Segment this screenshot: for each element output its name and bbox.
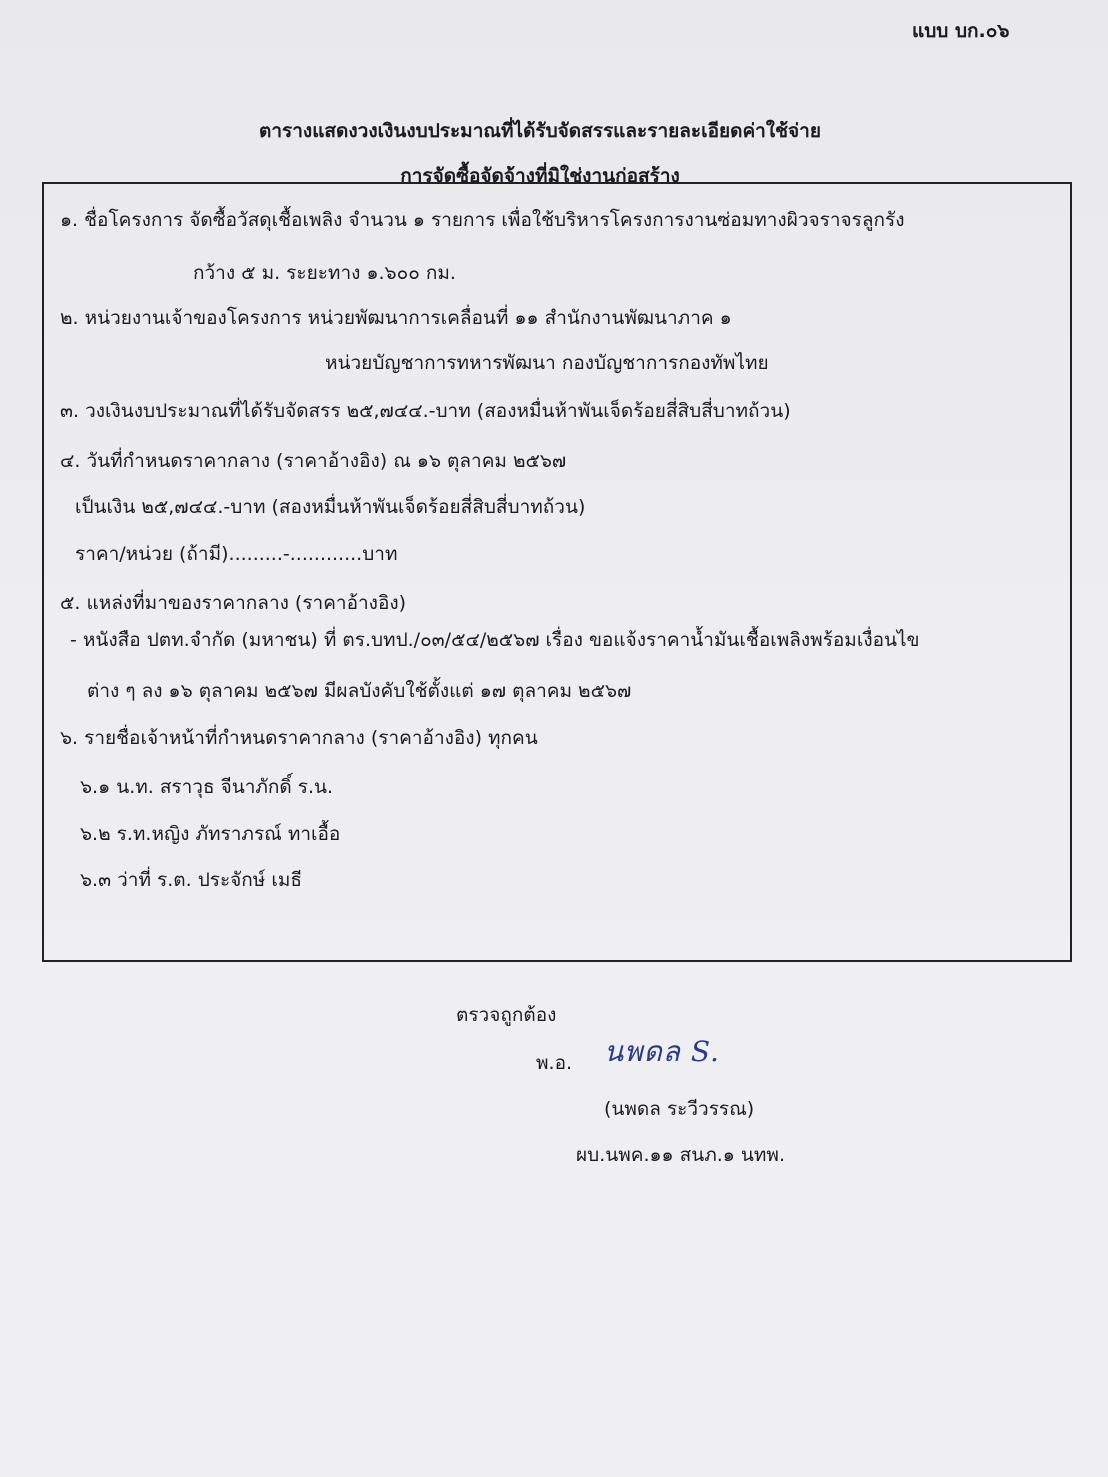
item-6-officer-2: ๖.๒ ร.ท.หญิง ภัทราภรณ์ ทาเอื้อ <box>80 823 341 845</box>
item-4-amount: เป็นเงิน ๒๕,๗๔๔.-บาท (สองหมื่นห้าพันเจ็ดร้อยสี่สิบสี่บาทถ้วน) <box>75 496 586 518</box>
document-title: ตารางแสดงวงเงินงบประมาณที่ได้รับจัดสรรและรายละเอียดค่าใช้จ่าย <box>259 120 821 142</box>
handwritten-signature: นพดล S. <box>604 1035 720 1068</box>
verified-label: ตรวจถูกต้อง <box>456 1004 557 1026</box>
form-code: แบบ บก.๐๖ <box>912 20 1010 42</box>
item-5-reference: - หนังสือ ปตท.จำกัด (มหาชน) ที่ ตร.บทป./๐๓/๕๔/๒๕๖๗ เรื่อง ขอแจ้งราคาน้ำมันเชื้อเพลิงพร้อมเงื่อนไข <box>70 629 920 651</box>
item-4-date: ๔. วันที่กำหนดราคากลาง (ราคาอ้างอิง) ณ ๑๖ ตุลาคม ๒๕๖๗ <box>60 450 567 472</box>
item-1-project-name: ๑. ชื่อโครงการ จัดซื้อวัสดุเชื้อเพลิง จำนวน ๑ รายการ เพื่อใช้บริหารโครงการงานซ่อมทางผิวจราจรลูกรัง <box>60 209 905 231</box>
signer-position: ผบ.นพค.๑๑ สนภ.๑ นทพ. <box>576 1144 785 1166</box>
signer-name: (นพดล ระวีวรรณ) <box>604 1098 755 1120</box>
item-2-owner: ๒. หน่วยงานเจ้าของโครงการ หน่วยพัฒนาการเคลื่อนที่ ๑๑ สำนักงานพัฒนาภาค ๑ <box>60 307 732 329</box>
item-5-continuation: ต่าง ๆ ลง ๑๖ ตุลาคม ๒๕๖๗ มีผลบังคับใช้ตั้งแต่ ๑๗ ตุลาคม ๒๕๖๗ <box>87 680 632 702</box>
item-2-continuation: หน่วยบัญชาการทหารพัฒนา กองบัญชาการกองทัพไทย <box>325 352 769 374</box>
item-6-officer-3: ๖.๓ ว่าที่ ร.ต. ประจักษ์ เมธี <box>80 869 302 891</box>
item-1-continuation: กว้าง ๕ ม. ระยะทาง ๑.๖๐๐ กม. <box>193 262 456 284</box>
item-5-source: ๕. แหล่งที่มาของราคากลาง (ราคาอ้างอิง) <box>60 592 407 614</box>
item-3-budget: ๓. วงเงินงบประมาณที่ได้รับจัดสรร ๒๕,๗๔๔.-บาท (สองหมื่นห้าพันเจ็ดร้อยสี่สิบสี่บาทถ้วน) <box>60 400 791 422</box>
document-subtitle: การจัดซื้อจัดจ้างที่มิใช่งานก่อสร้าง <box>400 165 680 187</box>
item-6-officers: ๖. รายชื่อเจ้าหน้าที่กำหนดราคากลาง (ราคาอ้างอิง) ทุกคน <box>60 727 538 749</box>
item-6-officer-1: ๖.๑ น.ท. สราวุธ จีนาภักดิ์ ร.น. <box>80 776 334 798</box>
signer-rank: พ.อ. <box>536 1052 573 1074</box>
item-4-unit-price: ราคา/หน่วย (ถ้ามี).........-............บาท <box>75 543 398 565</box>
